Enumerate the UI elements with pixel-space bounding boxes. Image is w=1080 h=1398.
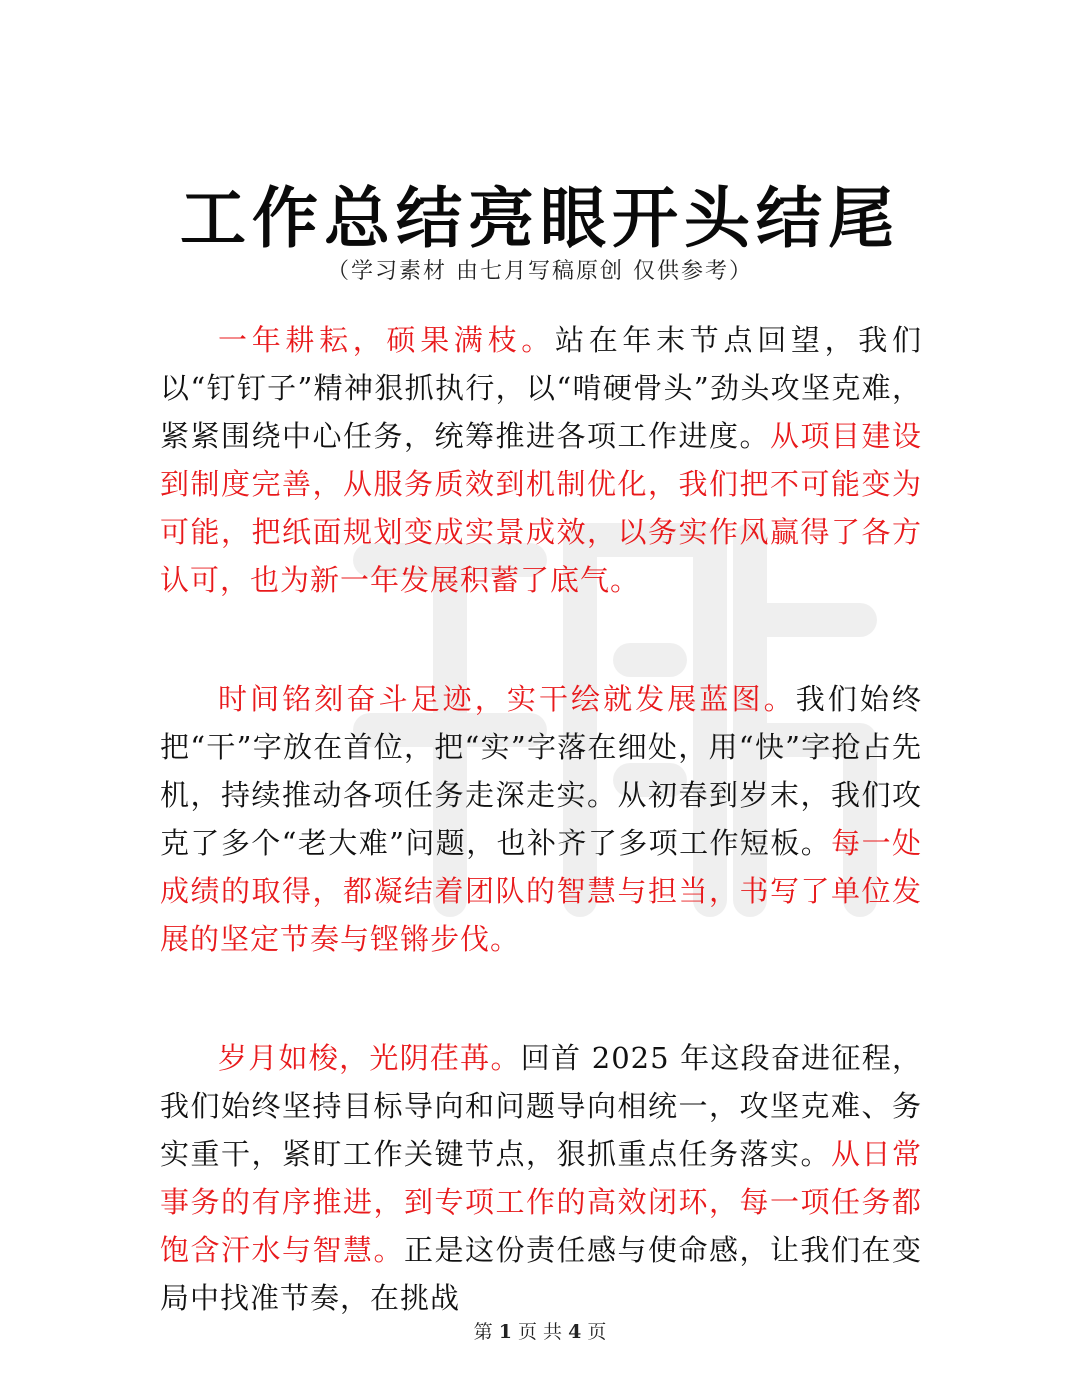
paragraph-3: [160, 1034, 922, 1322]
footer-current-page: 1: [498, 1321, 512, 1343]
paragraph-1-body: 站在年末节点回望，我们以“钉钉子”精神狠抓执行，以“啃硬骨头”劲头攻坚克难，紧紧围绕中心任务，统筹推进各项工作进度。: [160, 323, 922, 453]
document-subtitle: （学习素材 由七月写稿原创 仅供参考）: [327, 259, 753, 284]
paragraph-2: [160, 675, 922, 963]
paragraph-3-tail: 正是这份责任感与使命感，让我们在变局中找准节奏，在挑战: [160, 1233, 922, 1315]
paragraph-3-body: 回首 2025 年这段奋进征程，我们始终坚持目标导向和问题导向相统一，攻坚克难、务实重干，紧盯工作关键节点，狠抓重点任务落实。: [160, 1041, 922, 1171]
paragraph-1: [160, 316, 922, 604]
paragraph-2-lead: 时间铭刻奋斗足迹，实干绘就发展蓝图。: [218, 682, 796, 716]
paragraph-1-highlight: 从项目建设到制度完善，从服务质效到机制优化，我们把不可能变为可能，把纸面规划变成实景成效，以务实作风赢得了各方认可，也为新一年发展积蓄了底气。: [160, 419, 922, 597]
footer-suffix: 页: [587, 1321, 607, 1343]
paragraph-2-body: 我们始终把“干”字放在首位，把“实”字落在细处，用“快”字抢占先机，持续推动各项任务走深走实。从初春到岁末，我们攻克了多个“老大难”问题，也补齐了多项工作短板。: [160, 682, 922, 860]
document-title: 工作总结亮眼开头结尾: [180, 179, 900, 258]
footer-middle: 页 共: [517, 1321, 563, 1343]
footer-total-pages: 4: [568, 1321, 582, 1343]
footer-prefix: 第: [473, 1321, 493, 1343]
paragraph-3-highlight: 从日常事务的有序推进，到专项工作的高效闭环，每一项任务都饱含汗水与智慧。: [160, 1137, 922, 1267]
paragraph-1-lead: 一年耕耘，硕果满枝。: [218, 323, 555, 357]
paragraph-2-highlight: 每一处成绩的取得，都凝结着团队的智慧与担当，书写了单位发展的坚定节奏与铿锵步伐。: [160, 826, 922, 956]
page-footer: [0, 1318, 1080, 1346]
paragraph-3-lead: 岁月如梭，光阴荏苒。: [218, 1041, 521, 1075]
